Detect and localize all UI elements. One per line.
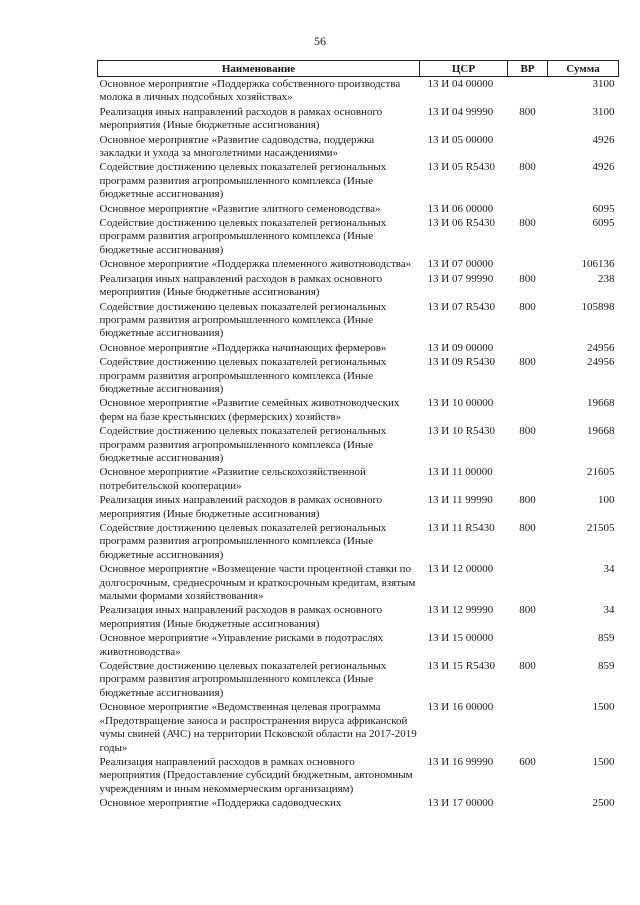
- cell-vr: [508, 631, 548, 659]
- cell-sum: 105898: [581, 300, 615, 313]
- cell-name: Реализация иных направлений расходов в рамках основного мероприятия (Иные бюджетные ассигнования): [99, 604, 383, 630]
- cell-name: Содействие достижению целевых показателей региональных программ развития агропромышленного комплекса (Иные бюджетные ассигнования): [99, 161, 387, 201]
- cell-csr: 13 И 07 R5430: [427, 300, 496, 313]
- cell-csr: 13 И 11 00000: [427, 466, 493, 479]
- table-row: [98, 133, 619, 161]
- table-row: [98, 257, 619, 271]
- cell-csr: 13 И 11 R5430: [427, 522, 495, 534]
- table-row: [98, 272, 619, 300]
- cell-vr: 800: [519, 604, 536, 617]
- cell-csr: 13 И 15 R5430: [427, 660, 496, 673]
- table-row: [98, 202, 619, 216]
- cell-sum: 106136: [581, 258, 615, 271]
- table-row: [98, 659, 619, 700]
- cell-csr: 13 И 06 00000: [427, 202, 494, 215]
- cell-sum: 19668: [587, 397, 615, 410]
- cell-name: Содействие достижению целевых показателей региональных программ развития агропромышленного комплекса (Иные бюджетные ассигнования): [99, 356, 387, 395]
- cell-vr: 800: [519, 356, 536, 369]
- cell-name: Основное мероприятие «Развитие садоводства, поддержка закладки и ухода за многолетними насаждениями»: [99, 133, 375, 160]
- table-row: [98, 216, 619, 257]
- cell-vr: 800: [519, 105, 536, 118]
- cell-vr: 600: [519, 755, 536, 768]
- cell-csr: 13 И 16 00000: [427, 701, 494, 714]
- cell-name: Основное мероприятие «Поддержка начинающих фермеров»: [99, 341, 387, 354]
- cell-name: Основное мероприятие «Поддержка племенного животноводства»: [99, 258, 412, 271]
- cell-vr: 800: [519, 660, 536, 673]
- table-row: [98, 521, 619, 562]
- cell-sum: 2500: [592, 797, 615, 810]
- cell-csr: 13 И 04 99990: [427, 105, 494, 118]
- cell-name: Содействие достижению целевых показателей региональных программ развития агропромышленного комплекса (Иные бюджетные ассигнования): [99, 522, 387, 561]
- cell-name: Основное мероприятие «Развитие семейных животноводческих ферм на базе крестьянских (фермерских) хозяйств»: [99, 397, 400, 423]
- cell-sum: 3100: [592, 78, 615, 90]
- cell-csr: 13 И 12 99990: [427, 604, 494, 617]
- cell-vr: [508, 396, 548, 424]
- cell-vr: [508, 465, 548, 493]
- table-row: [98, 355, 619, 396]
- cell-csr: 13 И 10 R5430: [427, 425, 496, 438]
- table-row: [98, 755, 619, 796]
- cell-csr: 13 И 04 00000: [427, 78, 494, 90]
- cell-vr: [508, 796, 548, 810]
- cell-sum: 6095: [592, 202, 615, 215]
- cell-sum: 34: [603, 604, 615, 617]
- cell-name: Содействие достижению целевых показателей региональных программ развития агропромышленного комплекса (Иные бюджетные ассигнования): [99, 217, 387, 256]
- table-body: [98, 77, 619, 811]
- table-row: [98, 160, 619, 201]
- cell-name: Основное мероприятие «Развитие сельскохозяйственной потребительской кооперации»: [99, 466, 366, 492]
- cell-sum: 4926: [592, 133, 615, 146]
- cell-vr: 800: [519, 522, 536, 534]
- table-row: [98, 562, 619, 603]
- cell-name: Содействие достижению целевых показателей региональных программ развития агропромышленного комплекса (Иные бюджетные ассигнования): [99, 300, 387, 340]
- cell-sum: 1500: [592, 755, 615, 768]
- cell-name: Реализация иных направлений расходов в рамках основного мероприятия (Иные бюджетные ассигнования): [99, 272, 383, 299]
- cell-csr: 13 И 09 00000: [427, 341, 494, 354]
- cell-name: Реализация иных направлений расходов в рамках основного мероприятия (Иные бюджетные ассигнования): [99, 105, 383, 132]
- cell-vr: 800: [519, 217, 536, 230]
- header-sum: Сумма: [548, 61, 619, 77]
- cell-sum: 24956: [587, 341, 615, 354]
- cell-csr: 13 И 15 00000: [427, 632, 494, 645]
- cell-sum: 21505: [587, 522, 615, 534]
- cell-vr: 800: [519, 300, 536, 313]
- cell-sum: 4926: [592, 161, 615, 174]
- cell-sum: 21605: [587, 466, 615, 479]
- cell-name: Основное мероприятие «Развитие элитного семеноводства»: [99, 202, 381, 215]
- table-row: [98, 700, 619, 755]
- cell-name: Реализация иных направлений расходов в рамках основного мероприятия (Иные бюджетные ассигнования): [99, 494, 383, 520]
- cell-sum: 19668: [587, 425, 615, 438]
- cell-vr: 800: [519, 161, 536, 174]
- cell-name: Реализация направлений расходов в рамках основного мероприятия (Предоставление субсидий бюджетным, автономным учреждениям и иным некоммерческим организациям): [99, 755, 413, 795]
- cell-sum: 34: [603, 563, 615, 576]
- cell-vr: [508, 202, 548, 216]
- cell-sum: 1500: [592, 701, 615, 714]
- cell-vr: [508, 341, 548, 355]
- cell-name: Содействие достижению целевых показателей региональных программ развития агропромышленного комплекса (Иные бюджетные ассигнования): [99, 660, 387, 699]
- cell-csr: 13 И 09 R5430: [427, 356, 496, 369]
- table-row: [98, 603, 619, 631]
- cell-vr: 800: [519, 425, 536, 438]
- table-row: [98, 631, 619, 659]
- cell-name: Основное мероприятие «Возмещение части процентной ставки по долгосрочным, среднесрочным и краткосрочным кредитам, взятым малыми формами хозяйствования»: [99, 563, 416, 603]
- cell-csr: 13 И 12 00000: [427, 563, 494, 576]
- table-row: [98, 300, 619, 341]
- header-vr: ВР: [508, 61, 548, 77]
- budget-table: [97, 60, 619, 811]
- cell-vr: [508, 562, 548, 603]
- page-number: 56: [314, 34, 326, 48]
- cell-vr: [508, 77, 548, 105]
- table-row: [98, 77, 619, 105]
- cell-name: Основное мероприятие «Поддержка садоводческих: [99, 797, 342, 810]
- cell-csr: 13 И 05 00000: [427, 133, 494, 146]
- table-row: [98, 105, 619, 133]
- cell-name: Содействие достижению целевых показателей региональных программ развития агропромышленного комплекса (Иные бюджетные ассигнования): [99, 425, 387, 464]
- cell-sum: 859: [598, 660, 615, 673]
- table-row: [98, 493, 619, 521]
- cell-vr: [508, 133, 548, 161]
- table-row: [98, 424, 619, 465]
- cell-csr: 13 И 17 00000: [427, 797, 494, 810]
- cell-sum: 100: [598, 494, 615, 507]
- table-row: [98, 341, 619, 355]
- header-name: Наименование: [98, 61, 420, 77]
- cell-vr: [508, 700, 548, 755]
- cell-csr: 13 И 07 00000: [427, 258, 494, 271]
- table-row: [98, 396, 619, 424]
- cell-sum: 3100: [592, 105, 615, 118]
- cell-name: Основное мероприятие «Поддержка собственного производства молока в личных подсобных хозяйствах»: [99, 78, 401, 104]
- cell-sum: 24956: [587, 356, 615, 369]
- cell-name: Основное мероприятие «Ведомственная целевая программа «Предотвращение заноса и распространения вируса африканской чумы свиней (АЧС) на территории Псковской области на 2017-2019 годы»: [99, 701, 417, 754]
- cell-sum: 6095: [592, 217, 615, 230]
- cell-csr: 13 И 11 99990: [427, 494, 493, 507]
- cell-csr: 13 И 10 00000: [427, 397, 494, 410]
- cell-vr: 800: [519, 272, 536, 285]
- table-row: [98, 796, 619, 810]
- cell-csr: 13 И 05 R5430: [427, 161, 496, 174]
- cell-vr: 800: [519, 494, 536, 507]
- table-header-row: [98, 61, 619, 77]
- cell-csr: 13 И 07 99990: [427, 272, 494, 285]
- table-row: [98, 465, 619, 493]
- cell-sum: 859: [598, 632, 615, 645]
- cell-csr: 13 И 06 R5430: [427, 217, 496, 230]
- cell-name: Основное мероприятие «Управление рисками в подотраслях животноводства»: [99, 632, 384, 658]
- cell-sum: 238: [598, 272, 615, 285]
- cell-csr: 13 И 16 99990: [427, 755, 494, 768]
- cell-vr: [508, 257, 548, 271]
- header-csr: ЦСР: [420, 61, 508, 77]
